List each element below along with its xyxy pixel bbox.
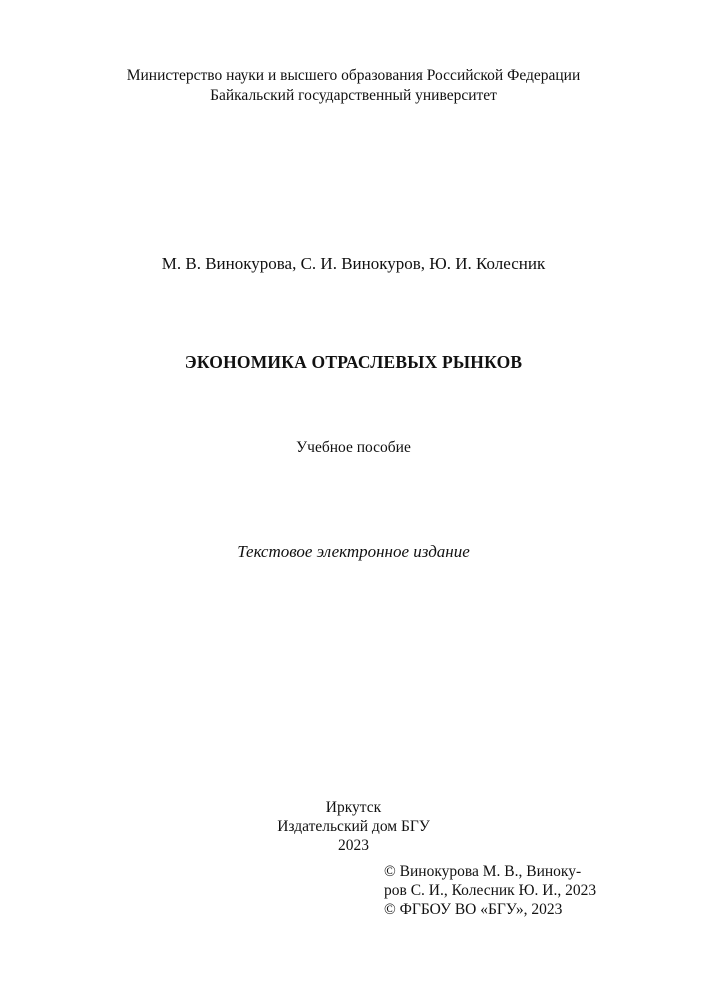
institution-header — [0, 66, 707, 106]
book-type: Учебное пособие — [296, 439, 411, 456]
copyright-block — [384, 862, 644, 919]
imprint-publisher: Издательский дом БГУ — [277, 818, 430, 835]
copyright-line: © Винокурова М. В., Виноку- — [384, 863, 582, 880]
imprint-year: 2023 — [338, 837, 369, 854]
copyright-line: © ФГБОУ ВО «БГУ», 2023 — [384, 901, 563, 918]
edition-note: Текстовое электронное издание — [237, 542, 470, 561]
authors: М. В. Винокурова, С. И. Винокуров, Ю. И. Колесник — [161, 254, 546, 273]
university-name: Байкальский государственный университет — [210, 87, 497, 104]
imprint-city: Иркутск — [325, 799, 382, 816]
imprint — [0, 798, 707, 855]
book-title: ЭКОНОМИКА ОТРАСЛЕВЫХ РЫНКОВ — [184, 352, 523, 372]
ministry-name: Министерство науки и высшего образования Российской Федерации — [126, 67, 581, 84]
copyright-line: ров С. И., Колесник Ю. И., 2023 — [384, 882, 597, 899]
